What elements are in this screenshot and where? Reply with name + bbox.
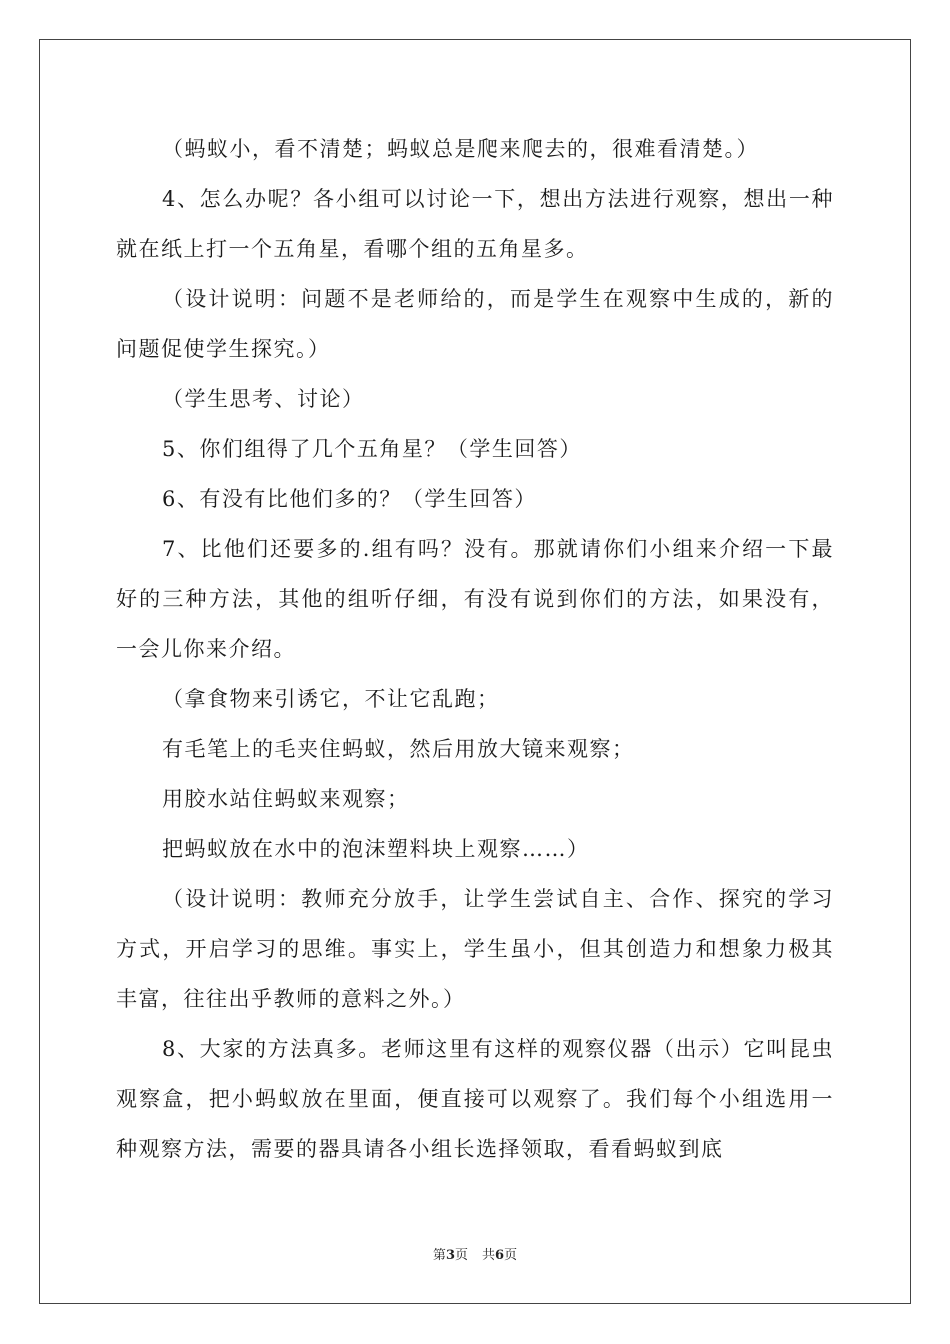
page-prefix: 第 [432, 1248, 446, 1263]
paragraph-2: 4、怎么办呢？各小组可以讨论一下，想出方法进行观察，想出一种就在纸上打一个五角星，看哪个组的五角星多。 [116, 187, 834, 261]
paragraph-8: （拿食物来引诱它，不让它乱跑； [162, 687, 500, 711]
paragraph-6: 6、有没有比他们多的？（学生回答） [162, 487, 537, 511]
paragraph-7: 7、比他们还要多的.组有吗？没有。那就请你们小组来介绍一下最好的三种方法，其他的组听仔细，有没有说到你们的方法，如果没有，一会儿你来介绍。 [116, 537, 834, 661]
paragraph-1: （蚂蚁小，看不清楚；蚂蚁总是爬来爬去的，很难看清楚。） [162, 137, 759, 161]
page-footer [0, 1246, 950, 1266]
page-suffix: 页 [454, 1248, 468, 1263]
paragraph-12: （设计说明：教师充分放手，让学生尝试自主、合作、探究的学习方式，开启学习的思维。事实上，学生虽小，但其创造力和想象力极其丰富，往往出乎教师的意料之外。） [116, 887, 834, 1011]
paragraph-4: （学生思考、讨论） [162, 387, 365, 411]
document-body [116, 124, 834, 1174]
paragraph-13: 8、大家的方法真多。老师这里有这样的观察仪器（出示）它叫昆虫观察盒，把小蚂蚁放在里面，便直接可以观察了。我们每个小组选用一种观察方法，需要的器具请各小组长选择领取，看看蚂蚁到底 [116, 1037, 834, 1161]
paragraph-3: （设计说明：问题不是老师给的，而是学生在观察中生成的，新的问题促使学生探究。） [116, 287, 834, 361]
total-pages: 6 [495, 1248, 505, 1263]
paragraph-5: 5、你们组得了几个五角星？（学生回答） [162, 437, 582, 461]
page-number: 3 [445, 1248, 455, 1263]
total-prefix: 共 [482, 1248, 496, 1263]
paragraph-10: 用胶水站住蚂蚁来观察； [162, 787, 410, 811]
paragraph-9: 有毛笔上的毛夹住蚂蚁，然后用放大镜来观察； [162, 737, 635, 761]
paragraph-11: 把蚂蚁放在水中的泡沫塑料块上观察……） [162, 837, 590, 861]
total-suffix: 页 [504, 1248, 518, 1263]
